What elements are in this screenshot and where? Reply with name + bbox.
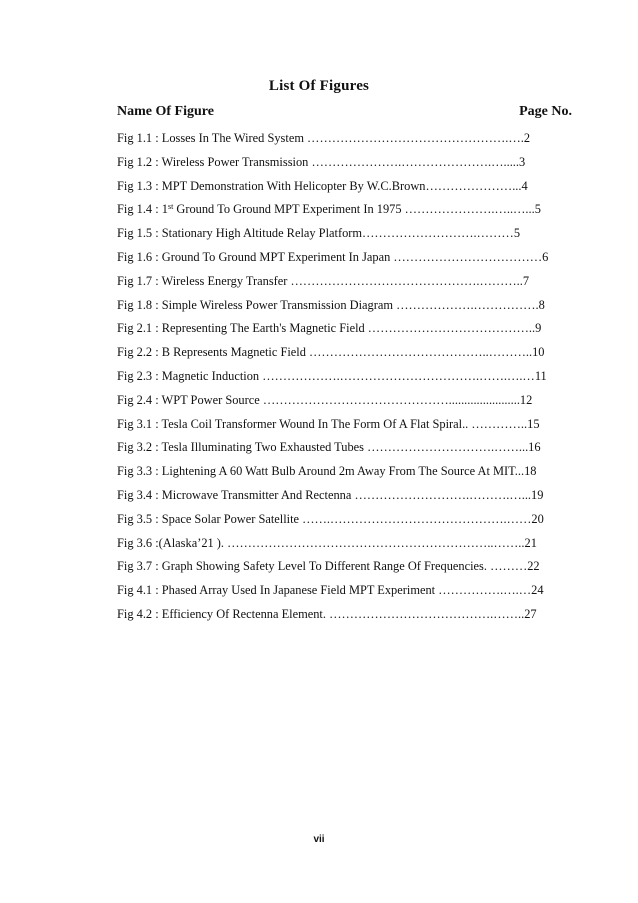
figure-list [117,130,567,630]
figure-entry-text: Fig 3.1 : Tesla Coil Transformer Wound In The Form Of A Flat Spiral.. …………..15 [117,416,540,431]
page-number: vii [313,834,325,845]
figure-entry-text: Fig 2.4 : WPT Power Source ……………………………………….......................12 [117,392,533,407]
figure-entry [117,416,567,440]
figure-entry [117,558,567,582]
figure-entry [117,368,567,392]
figure-entry [117,225,567,249]
figure-entry-text: Fig 3.5 : Space Solar Power Satellite …….…………………………………….……20 [117,511,544,526]
figure-entry-text: Fig 1.8 : Simple Wireless Power Transmission Diagram ……………….…………….8 [117,297,545,312]
figure-entry-text: Fig 4.2 : Efficiency Of Rectenna Element. ………………………………….……..27 [117,606,537,621]
figure-entry-text: Fig 4.1 : Phased Array Used In Japanese Field MPT Experiment …………….….…24 [117,583,544,598]
figure-entry [117,535,567,559]
ordinal-suffix: st [167,202,174,212]
page-title: List Of Figures [268,78,370,94]
figure-entry-text: Fig 2.1 : Representing The Earth's Magnetic Field …………………………………..9 [117,321,542,336]
figure-entry-text: Fig 3.3 : Lightening A 60 Watt Bulb Around 2m Away From The Source At MIT...18 [117,464,537,479]
figure-entry-text: Fig 1.7 : Wireless Energy Transfer ……………………………………….………..7 [117,273,530,288]
figure-entry [117,130,567,154]
figure-entry [117,201,567,225]
figure-entry-text: Fig 1.4 : 1 [117,202,168,217]
figure-entry [117,178,567,202]
figure-entry [117,344,567,368]
figure-entry-text: Fig 3.2 : Tesla Illuminating Two Exhausted Tubes ………………………….……...16 [117,440,541,455]
figure-entry [117,249,567,273]
figure-entry [117,392,567,416]
figure-entry [117,511,567,535]
figure-entry-text: Fig 1.2 : Wireless Power Transmission ………………….………………….….....3 [117,154,526,169]
figure-entry-text: Fig 1.3 : MPT Demonstration With Helicopter By W.C.Brown…………………...4 [117,178,528,193]
figure-entry [117,297,567,321]
figure-entry-text: Fig 3.6 :(Alaska’21 ). ………………………………………………………..……..21 [117,535,537,550]
figure-entry-text: Fig 3.7 : Graph Showing Safety Level To Different Range Of Frequencies. ………22 [117,559,540,574]
figure-entry-text: Fig 2.2 : B Represents Magnetic Field ……………………………………..………..10 [117,345,545,360]
figure-entry [117,154,567,178]
figure-entry [117,439,567,463]
figure-entry [117,487,567,511]
figure-entry-text: Fig 1.1 : Losses In The Wired System ………………………………………….….2 [117,131,531,145]
name-of-figure-heading: Name Of Figure [117,104,214,119]
figure-entry-text: Fig 1.6 : Ground To Ground MPT Experiment In Japan ………………………………6 [117,249,549,264]
figure-entry [117,463,567,487]
figure-entry [117,582,567,606]
figure-entry-text: Fig 3.4 : Microwave Transmitter And Rectenna ……………………….……….…...19 [117,487,544,502]
figure-entry [117,320,567,344]
figure-entry-text: Fig 1.5 : Stationary High Altitude Relay Platform……………………….………5 [117,226,521,241]
figure-entry [117,273,567,297]
figure-entry-text: Fig 2.3 : Magnetic Induction ……………….…………………………….…….….…11 [117,368,547,383]
figure-entry-text: Ground To Ground MPT Experiment In 1975 ………………….…..…...5 [173,202,541,217]
figure-entry [117,606,567,630]
page-no-heading: Page No. [519,104,572,119]
